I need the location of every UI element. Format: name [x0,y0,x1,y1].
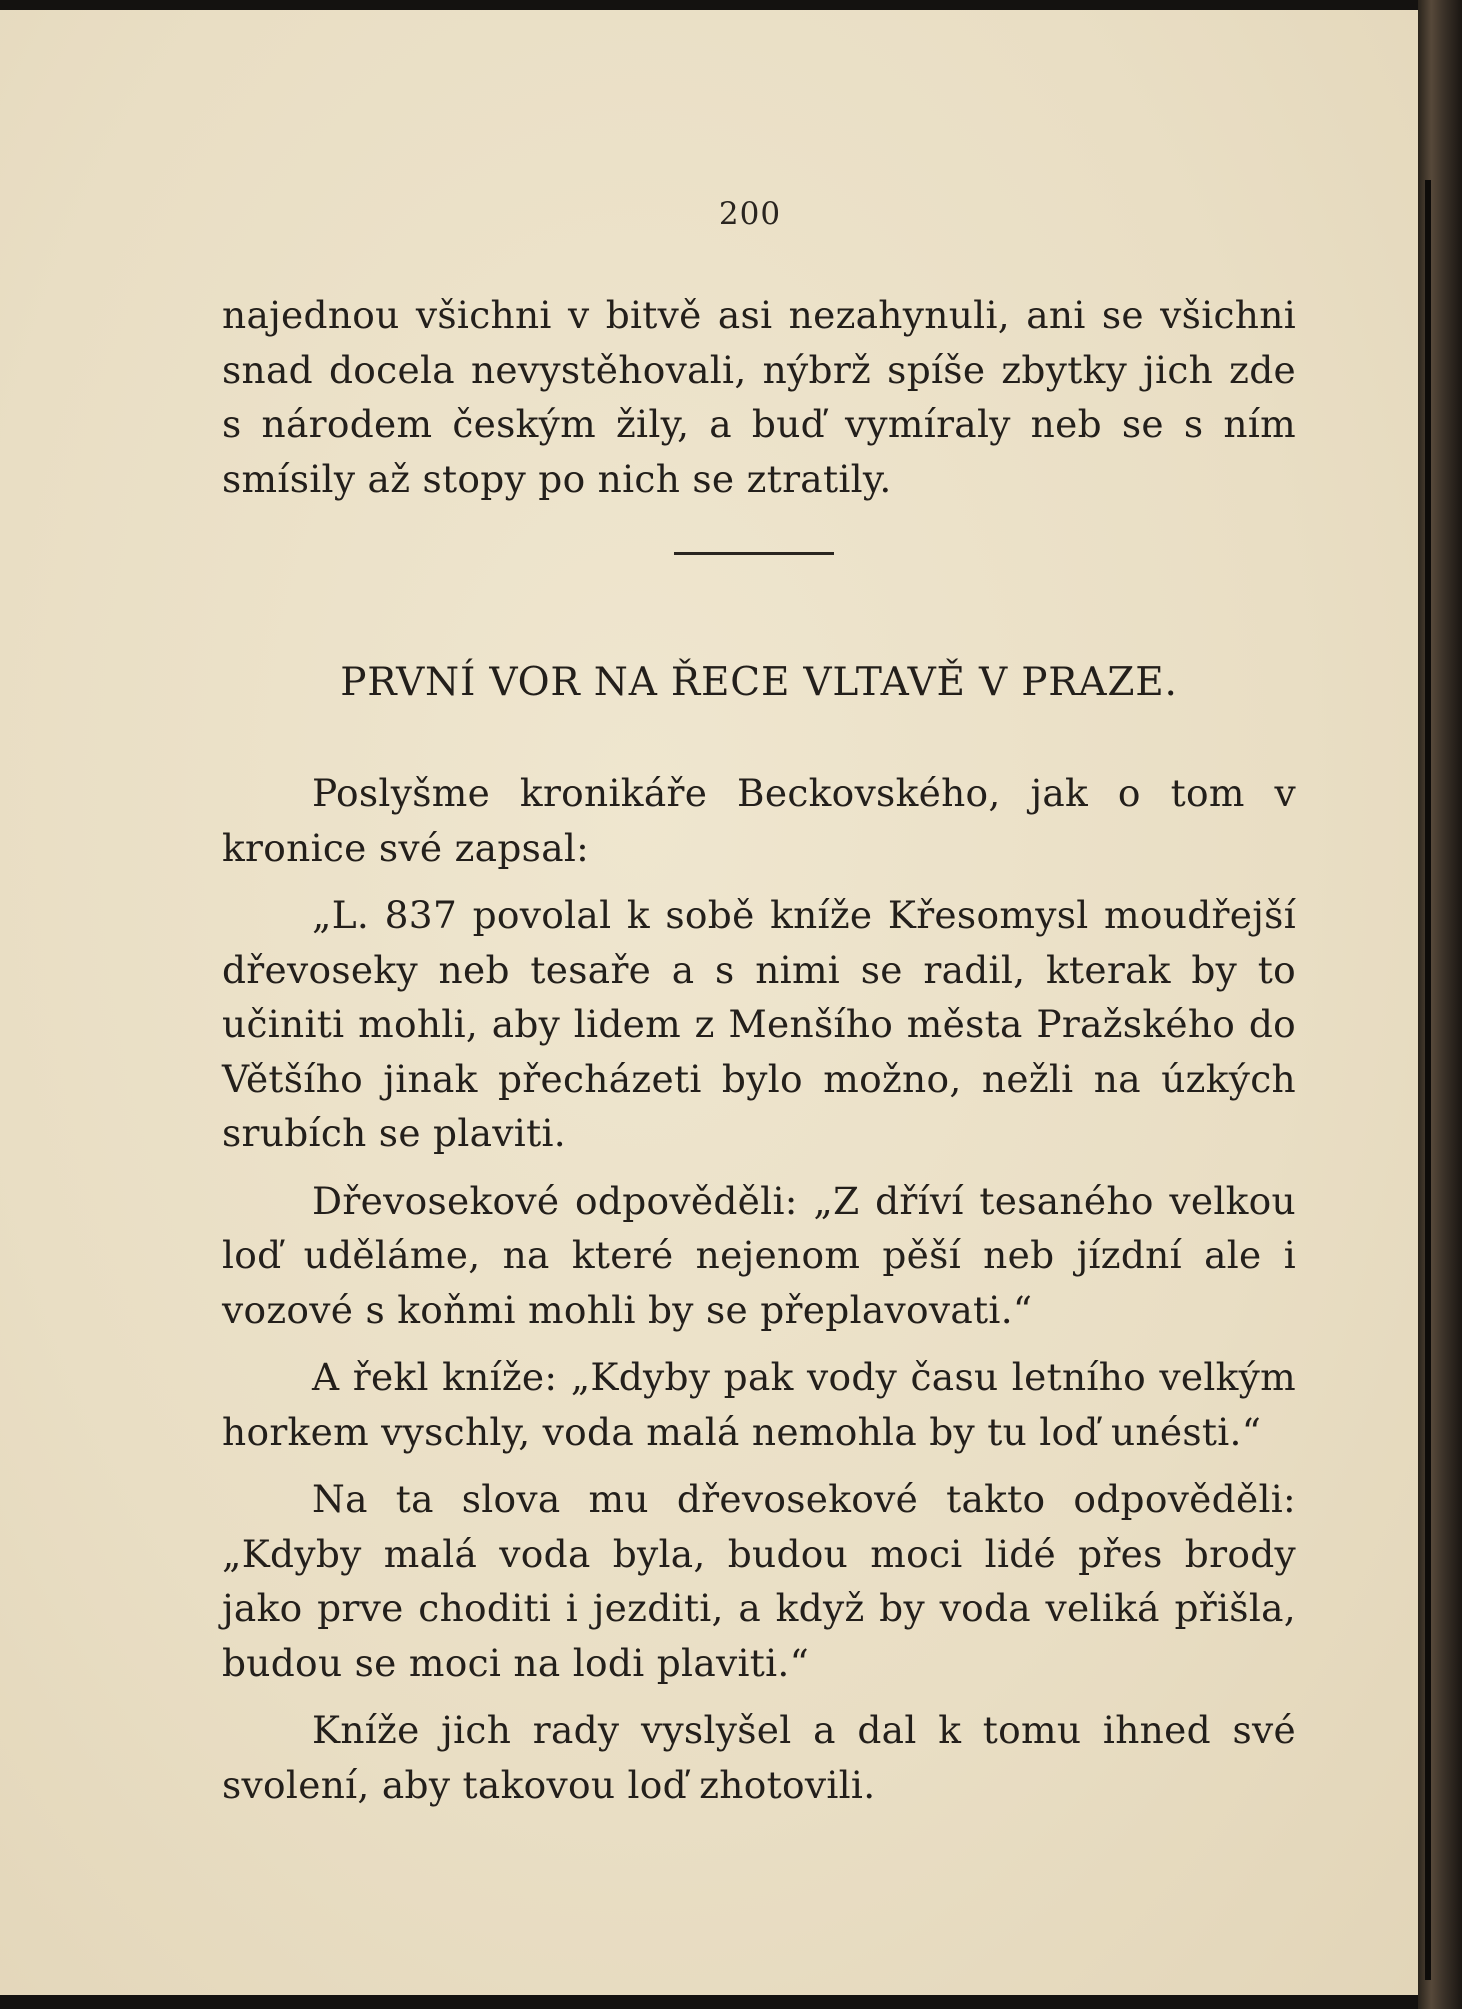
opening-paragraph: najednou všichni v bitvě asi nezahynuli, ani se všichni snad docela nevystěhovali, nýbrž spíše zbytky jich zde s národem českým žily, a buď vymíraly neb se s ním smísily až stopy po nich se ztratily. [222,293,1296,501]
page-number: 200 [718,196,782,232]
body-paragraph: Dřevosekové odpověděli: „Z dříví tesaného velkou loď uděláme, na které nejenom pěší neb jízdní ale i vozové s koňmi mohli by se přeplavovati.“ [222,1178,1296,1332]
chapter-body [222,766,1296,1812]
chapter-title: PRVNÍ VOR NA ŘECE VLTAVĚ V PRAZE. [340,660,1178,705]
section-divider [674,552,834,555]
spine-shadow [1425,180,1431,1980]
body-paragraph: „L. 837 povolal k sobě kníže Křesomysl moudřejší dřevoseky neb tesaře a s nimi se radil, kterak by to učiniti mohli, aby lidem z Menšího města Pražského do Většího jinak přecházeti bylo možno, nežli na úzkých srubích se plaviti. [222,893,1296,1155]
body-paragraph: Kníže jich rady vyslyšel a dal k tomu ihned své svolení, aby takovou loď zhotovili. [222,1708,1296,1807]
opening-text [222,288,1296,506]
body-paragraph: Na ta slova mu dřevosekové takto odpověděli: „Kdyby malá voda byla, budou moci lidé přes brody jako prve choditi i jezditi, a když by voda veliká přišla, budou se moci na lodi plaviti.“ [222,1477,1296,1685]
body-paragraph: A řekl kníže: „Kdyby pak vody času letního velkým horkem vyschly, voda malá nemohla by tu loď unésti.“ [222,1355,1296,1454]
body-paragraph: Poslyšme kronikáře Beckovského, jak o tom v kronice své zapsal: [222,771,1296,870]
